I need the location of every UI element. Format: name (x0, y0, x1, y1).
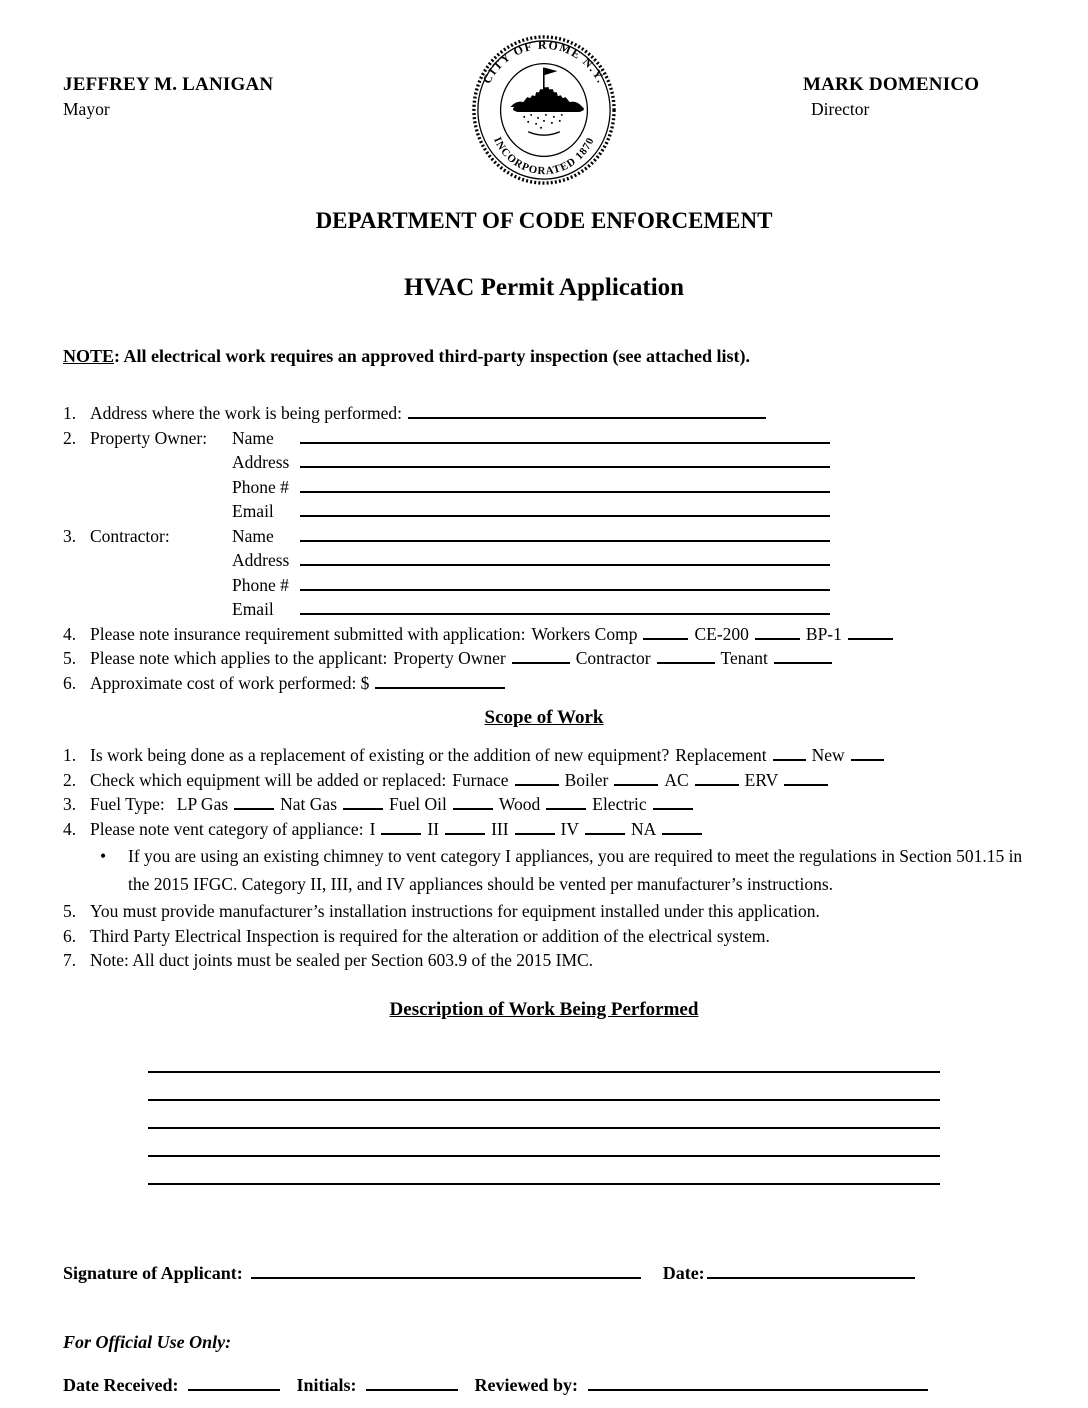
item-contractor (63, 524, 1025, 549)
contractor-phone-label: Phone # (232, 574, 289, 595)
contractor-option-input[interactable] (657, 658, 715, 664)
form-header (63, 28, 1025, 178)
reviewed-by-input[interactable] (588, 1385, 928, 1391)
owner-phone-label: Phone # (232, 476, 289, 497)
furnace-input[interactable] (515, 780, 559, 786)
duct-joints-note-text: Note: All duct joints must be sealed per Section 603.9 of the 2015 IMC. (90, 950, 594, 970)
scope-item-instructions (63, 899, 1025, 924)
department-title: DEPARTMENT OF CODE ENFORCEMENT (315, 208, 773, 233)
scope-item-fuel-type (63, 792, 1025, 817)
vent-iii-input[interactable] (515, 829, 555, 835)
owner-name-label: Name (232, 427, 274, 448)
ac-input[interactable] (695, 780, 739, 786)
vent-ii-input[interactable] (445, 829, 485, 835)
wood-input[interactable] (546, 804, 586, 810)
date-input[interactable] (707, 1273, 915, 1279)
mayor-block (63, 28, 393, 120)
ac-label: AC (664, 769, 689, 790)
date-label: Date: (662, 1262, 705, 1283)
owner-address-label: Address (232, 452, 290, 472)
item-number: 1. (63, 403, 77, 423)
owner-address-input[interactable] (300, 462, 830, 468)
applicant-info-section (63, 401, 1025, 695)
scope-item-replacement (63, 743, 1025, 768)
description-lines (148, 1045, 940, 1185)
bp1-label: BP-1 (805, 623, 842, 644)
item-applicant-type (63, 646, 1025, 671)
date-received-label: Date Received: (63, 1374, 179, 1395)
contractor-address-input[interactable] (300, 560, 830, 566)
bullet-icon: • (100, 846, 107, 866)
date-received-input[interactable] (188, 1385, 280, 1391)
bp1-input[interactable] (848, 634, 893, 640)
replacement-input[interactable] (773, 755, 806, 761)
item-number: 4. (63, 818, 77, 839)
initials-input[interactable] (366, 1385, 458, 1391)
director-name: MARK DOMENICO (803, 74, 980, 95)
official-use-label: For Official Use Only: (63, 1331, 232, 1352)
ce200-input[interactable] (755, 634, 800, 640)
contractor-address-label: Address (232, 550, 290, 570)
tenant-option-label: Tenant (720, 648, 768, 668)
replacement-label: Replacement (675, 745, 767, 765)
nat-gas-input[interactable] (343, 804, 383, 810)
scope-item-duct-joints (63, 948, 1025, 973)
city-of-rome-seal-icon (469, 32, 619, 193)
item-number: 1. (63, 745, 77, 765)
description-line-input[interactable] (148, 1045, 940, 1073)
description-line-input[interactable] (148, 1073, 940, 1101)
scope-item-vent-category (63, 817, 1025, 842)
owner-email-input[interactable] (300, 511, 830, 517)
new-label: New (811, 745, 845, 765)
description-line-input[interactable] (148, 1157, 940, 1185)
fuel-type-label: Fuel Type: (90, 794, 165, 814)
erv-label: ERV (744, 769, 779, 790)
lp-gas-label: LP Gas (176, 794, 229, 814)
cost-label: Approximate cost of work performed: $ (90, 672, 370, 693)
tenant-option-input[interactable] (774, 658, 832, 664)
vent-i-label: I (369, 818, 376, 839)
chimney-note-text: If you are using an existing chimney to vent category I appliances, you are required to meet the regulations in Section 501.15 in the 2015 IFGC. Category II, III, and IV appliances should be vented per manufacturer’s instructions. (128, 846, 1023, 894)
replacement-question-label: Is work being done as a replacement of existing or the addition of new equipment? (90, 745, 670, 765)
owner-phone-input[interactable] (300, 487, 830, 493)
boiler-input[interactable] (614, 780, 658, 786)
equipment-label: Check which equipment will be added or replaced: (90, 769, 447, 790)
reviewed-by-label: Reviewed by: (474, 1374, 578, 1395)
initials-label: Initials: (296, 1374, 357, 1395)
vent-na-label: NA (631, 818, 657, 839)
signature-input[interactable] (251, 1273, 641, 1279)
property-owner-label: Property Owner: (90, 427, 208, 448)
electric-label: Electric (592, 794, 647, 814)
item-insurance (63, 622, 1025, 647)
vent-na-input[interactable] (662, 829, 702, 835)
fort-stanwix-icon (510, 68, 583, 136)
vent-iv-input[interactable] (585, 829, 625, 835)
work-address-input[interactable] (408, 413, 766, 419)
insurance-label: Please note insurance requirement submitted with application: (90, 623, 526, 644)
official-use-row (63, 1375, 1025, 1396)
seal-arc-bottom-text: INCORPORATED 1870 (491, 135, 597, 178)
contractor-option-label: Contractor (575, 648, 651, 668)
note-label: NOTE (63, 346, 115, 366)
item-number: 7. (63, 950, 77, 970)
item-number: 5. (63, 648, 77, 668)
work-address-label: Address where the work is being performed: (90, 403, 402, 423)
mayor-name: JEFFREY M. LANIGAN (63, 74, 274, 95)
contractor-name-label: Name (232, 525, 274, 546)
description-line-input[interactable] (148, 1129, 940, 1157)
signature-label: Signature of Applicant: (63, 1262, 243, 1283)
lp-gas-input[interactable] (234, 804, 274, 810)
contractor-label: Contractor: (90, 525, 170, 546)
scope-of-work-section (63, 743, 1025, 973)
instructions-note-text: You must provide manufacturer’s installation instructions for equipment installed under this application. (90, 901, 820, 921)
applicant-type-label: Please note which applies to the applicant: (90, 648, 388, 668)
mayor-role: Mayor (63, 99, 110, 119)
item-number: 6. (63, 672, 77, 693)
director-role: Director (811, 99, 870, 119)
nat-gas-label: Nat Gas (280, 794, 338, 814)
vent-category-label: Please note vent category of appliance: (90, 818, 364, 839)
property-owner-option-input[interactable] (512, 658, 570, 664)
wood-label: Wood (498, 794, 541, 814)
electric-input[interactable] (653, 804, 693, 810)
owner-email-label: Email (232, 501, 274, 521)
contractor-email-input[interactable] (300, 609, 830, 615)
erv-input[interactable] (784, 780, 828, 786)
note-text: : All electrical work requires an approved third-party inspection (see attached list). (114, 346, 750, 366)
cost-input[interactable] (375, 683, 505, 689)
item-number: 2. (63, 769, 77, 790)
contractor-name-input[interactable] (300, 536, 830, 542)
owner-name-input[interactable] (300, 438, 830, 444)
contractor-email-label: Email (232, 599, 274, 619)
fuel-oil-label: Fuel Oil (389, 794, 447, 814)
note-line (63, 346, 1025, 367)
ce200-label: CE-200 (694, 623, 749, 644)
fuel-oil-input[interactable] (453, 804, 493, 810)
workers-comp-label: Workers Comp (531, 623, 638, 644)
item-number: 3. (63, 794, 77, 814)
item-number: 2. (63, 427, 77, 448)
third-party-note-text: Third Party Electrical Inspection is required for the alteration or addition of the electrical system. (90, 925, 770, 946)
property-owner-option-label: Property Owner (393, 648, 506, 668)
description-line-input[interactable] (148, 1101, 940, 1129)
item-cost (63, 671, 1025, 696)
item-work-address (63, 401, 1025, 426)
signature-row (63, 1263, 1025, 1284)
workers-comp-input[interactable] (643, 634, 688, 640)
item-number: 6. (63, 925, 77, 946)
item-number: 4. (63, 623, 77, 644)
furnace-label: Furnace (452, 769, 509, 790)
item-number: 5. (63, 901, 77, 921)
vent-ii-label: II (427, 818, 440, 839)
scope-item-third-party (63, 924, 1025, 949)
chimney-note (63, 842, 1025, 898)
item-number: 3. (63, 525, 77, 546)
item-property-owner (63, 426, 1025, 451)
vent-i-input[interactable] (381, 829, 421, 835)
vent-iv-label: IV (560, 818, 580, 839)
contractor-phone-input[interactable] (300, 585, 830, 591)
scope-of-work-heading: Scope of Work (484, 707, 604, 728)
boiler-label: Boiler (564, 769, 609, 790)
new-input[interactable] (851, 755, 884, 761)
seal-arc-top-text: CITY OF ROME N.Y. (479, 37, 609, 86)
scope-item-equipment (63, 768, 1025, 793)
form-title: HVAC Permit Application (403, 274, 685, 301)
description-heading: Description of Work Being Performed (389, 998, 699, 1020)
director-block (695, 28, 1025, 120)
vent-iii-label: III (491, 818, 509, 839)
